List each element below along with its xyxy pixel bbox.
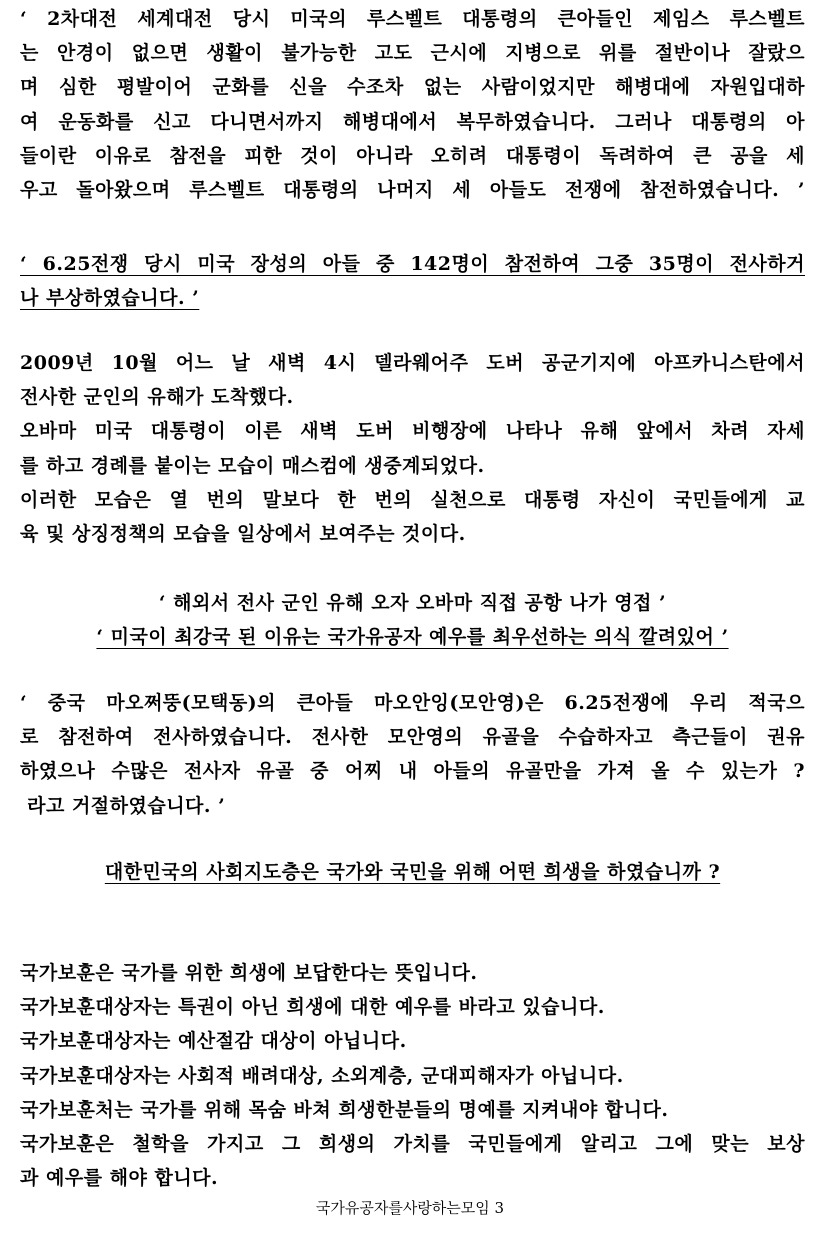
text-line: ‘ 중국 마오쩌뚱(모택동)의 큰아들 마오안잉(모안영)은 6.25전쟁에 우리 적국으 bbox=[20, 692, 805, 714]
quote-headline-underlined: ‘ 미국이 최강국 된 이유는 국가유공자 예우를 최우선하는 의식 깔려있어 ’ bbox=[96, 626, 729, 649]
text-line: 하였으나 수많은 전사자 유골 중 어찌 내 아들의 유골만을 가져 올 수 있는가 ? bbox=[20, 760, 805, 783]
text-line: 육 및 상징정책의 모습을 일상에서 보여주는 것이다. bbox=[20, 522, 466, 545]
text-line: 라고 거절하였습니다. ’ bbox=[20, 794, 226, 817]
text-line: ‘ 6.25전쟁 당시 미국 장성의 아들 중 142명이 참전하여 그중 35명이 전사하거 bbox=[20, 253, 805, 275]
text-line: ‘ 2차대전 세계대전 당시 미국의 루스벨트 대통령의 큰아들인 제임스 루스벨트 bbox=[20, 8, 805, 30]
text-line: 전사한 군인의 유해가 도착했다. bbox=[20, 386, 294, 409]
text-line: 들이란 이유로 참전을 피한 것이 아니라 오히려 대통령이 독려하여 큰 공을 세 bbox=[20, 144, 805, 167]
quote-headline: ‘ 해외서 전사 군인 유해 오자 오바마 직접 공항 나가 영접 ’ bbox=[158, 592, 667, 614]
paragraph-us-generals bbox=[20, 247, 805, 315]
text-line: 를 하고 경례를 붙이는 모습이 매스컴에 생중계되었다. bbox=[20, 454, 485, 477]
question-line bbox=[20, 855, 805, 889]
quote-headlines bbox=[20, 586, 805, 654]
text-line: 며 심한 평발이어 군화를 신을 수조차 없는 사람이었지만 해병대에 자원입대하 bbox=[20, 76, 805, 99]
text-line: 이러한 모습은 열 번의 말보다 한 번의 실천으로 대통령 자신이 국민들에게 교 bbox=[20, 488, 805, 511]
text-line: 여 운동화를 신고 다니면서까지 해병대에서 복무하였습니다. 그러나 대통령의 아 bbox=[20, 110, 805, 133]
text-line: 국가보훈처는 국가를 위해 목숨 바쳐 희생한분들의 명예를 지켜내야 합니다. bbox=[20, 1098, 669, 1121]
paragraph-roosevelt bbox=[20, 2, 805, 207]
text-line: 우고 돌아왔으며 루스벨트 대통령의 나머지 세 아들도 전쟁에 참전하였습니다. ’ bbox=[20, 178, 805, 201]
text-line: 는 안경이 없으면 생활이 불가능한 고도 근시에 지병으로 위를 절반이나 잘랐으 bbox=[20, 42, 805, 65]
text-line: 국가보훈대상자는 예산절감 대상이 아닙니다. bbox=[20, 1030, 407, 1053]
closing-statements bbox=[20, 956, 805, 1195]
paragraph-obama bbox=[20, 346, 805, 551]
text-line: 로 참전하여 전사하였습니다. 전사한 모안영의 유골을 수습하자고 측근들이 권유 bbox=[20, 726, 805, 749]
text-line: 국가보훈은 국가를 위한 희생에 보답한다는 뜻입니다. bbox=[20, 962, 478, 984]
paragraph-mao bbox=[20, 686, 805, 823]
text-line: 국가보훈대상자는 사회적 배려대상, 소외계층, 군대피해자가 아닙니다. bbox=[20, 1064, 624, 1087]
page-footer: 국가유공자를사랑하는모임 3 bbox=[315, 1199, 505, 1217]
text-line: 과 예우를 해야 합니다. bbox=[20, 1167, 219, 1190]
text-line: 나 부상하였습니다. ’ bbox=[20, 287, 200, 310]
text-line: 2009년 10월 어느 날 새벽 4시 델라웨어주 도버 공군기지에 아프카니스탄에서 bbox=[20, 352, 805, 374]
text-line: 오바마 미국 대통령이 이른 새벽 도버 비행장에 나타나 유해 앞에서 차려 자세 bbox=[20, 420, 805, 443]
text-line: 국가보훈대상자는 특권이 아닌 희생에 대한 예우를 바라고 있습니다. bbox=[20, 996, 605, 1019]
question-text: 대한민국의 사회지도층은 국가와 국민을 위해 어떤 희생을 하였습니까 ? bbox=[104, 861, 721, 883]
text-line: 국가보훈은 철학을 가지고 그 희생의 가치를 국민들에게 알리고 그에 맞는 보상 bbox=[20, 1132, 805, 1155]
